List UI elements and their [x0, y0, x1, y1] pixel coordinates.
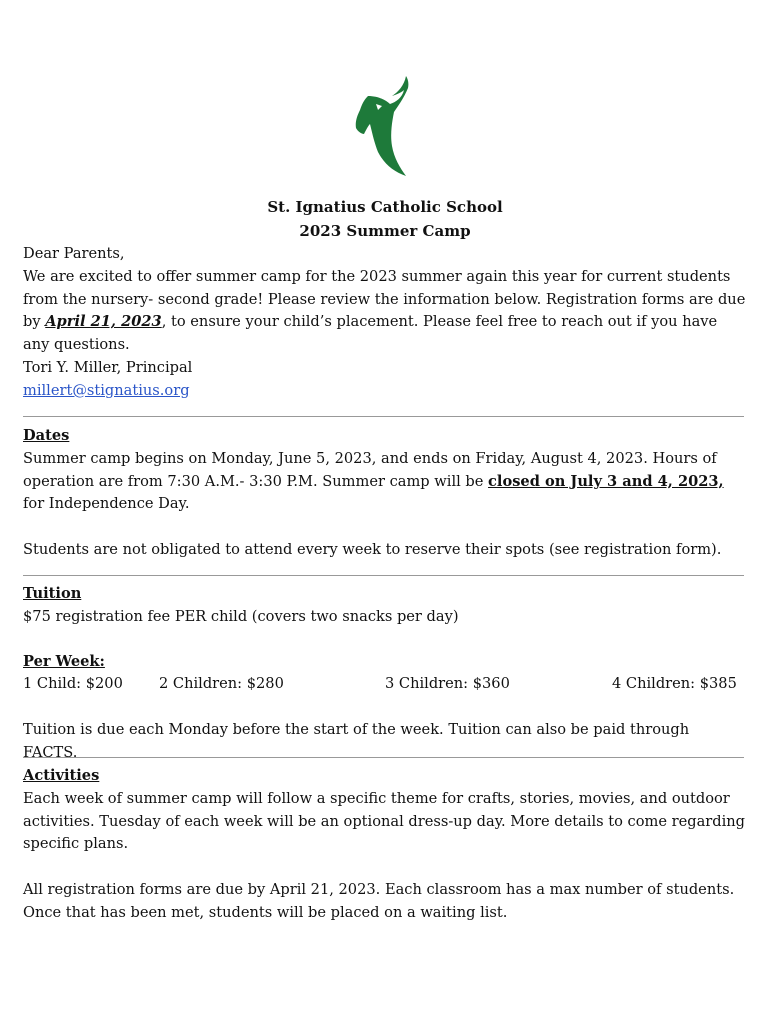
rate-2-children: 2 Children: $280 [159, 675, 284, 692]
closed-dates: closed on July 3 and 4, 2023, [488, 472, 724, 490]
signature-section [23, 357, 747, 403]
gazelle-logo-icon [354, 74, 412, 178]
rate-4-children: 4 Children: $385 [612, 675, 737, 692]
tuition-note: Tuition is due each Monday before the start of the week. Tuition can also be paid through FACTS. [23, 721, 690, 761]
registration-fee: $75 registration fee PER child (covers two snacks per day) [23, 607, 459, 625]
intro-section [23, 243, 747, 357]
dates-text-after: for Independence Day. [23, 495, 190, 513]
activities-section [23, 765, 747, 925]
closing-note: All registration forms are due by April 21, 2023. Each classroom has a max number of students. Once that has been met, students will be placed on a waiting list. [23, 880, 735, 921]
rate-3-children: 3 Children: $360 [385, 675, 510, 692]
principal-name: Tori Y. Miller, Principal [23, 359, 193, 376]
weekly-rates [23, 673, 743, 696]
tuition-section [23, 583, 747, 629]
camp-title: 2023 Summer Camp [299, 222, 471, 240]
divider [23, 416, 744, 417]
dates-section [23, 425, 747, 562]
per-week-heading-wrap [23, 651, 747, 674]
intro-paragraph [23, 266, 747, 357]
principal-email-link[interactable]: millert@stignatius.org [23, 381, 190, 399]
school-name: St. Ignatius Catholic School [267, 198, 503, 216]
activities-heading: Activities [23, 767, 100, 784]
dates-text: Summer camp begins on Monday, June 5, 2023, and ends on Friday, August 4, 2023. Hours of operation are from 7:30 A.M.- 3:30 P.M. Summer camp will be [23, 449, 717, 490]
tuition-heading: Tuition [23, 585, 82, 602]
dates-paragraph [23, 448, 747, 516]
greeting: Dear Parents, [23, 245, 125, 262]
divider [23, 757, 744, 758]
intro-text: We are excited to offer summer camp for the 2023 summer again this year for current students from the nursery- second grade! Please review the information below. Registration forms are due by [23, 267, 746, 331]
document-title [0, 195, 770, 243]
divider [23, 575, 744, 576]
dates-heading: Dates [23, 427, 70, 444]
intro-text-after: , to ensure your child’s placement. Please feel free to reach out if you have any questions. [23, 313, 718, 354]
activities-text: Each week of summer camp will follow a specific theme for crafts, stories, movies, and outdoor activities. Tuesday of each week will be an optional dress-up day. More details to come regarding specific plans. [23, 789, 746, 853]
attendance-note: Students are not obligated to attend every week to reserve their spots (see registration form). [23, 540, 722, 558]
per-week-heading: Per Week: [23, 653, 105, 670]
due-date: April 21, 2023 [45, 313, 162, 331]
rate-1-child: 1 Child: $200 [23, 675, 123, 692]
